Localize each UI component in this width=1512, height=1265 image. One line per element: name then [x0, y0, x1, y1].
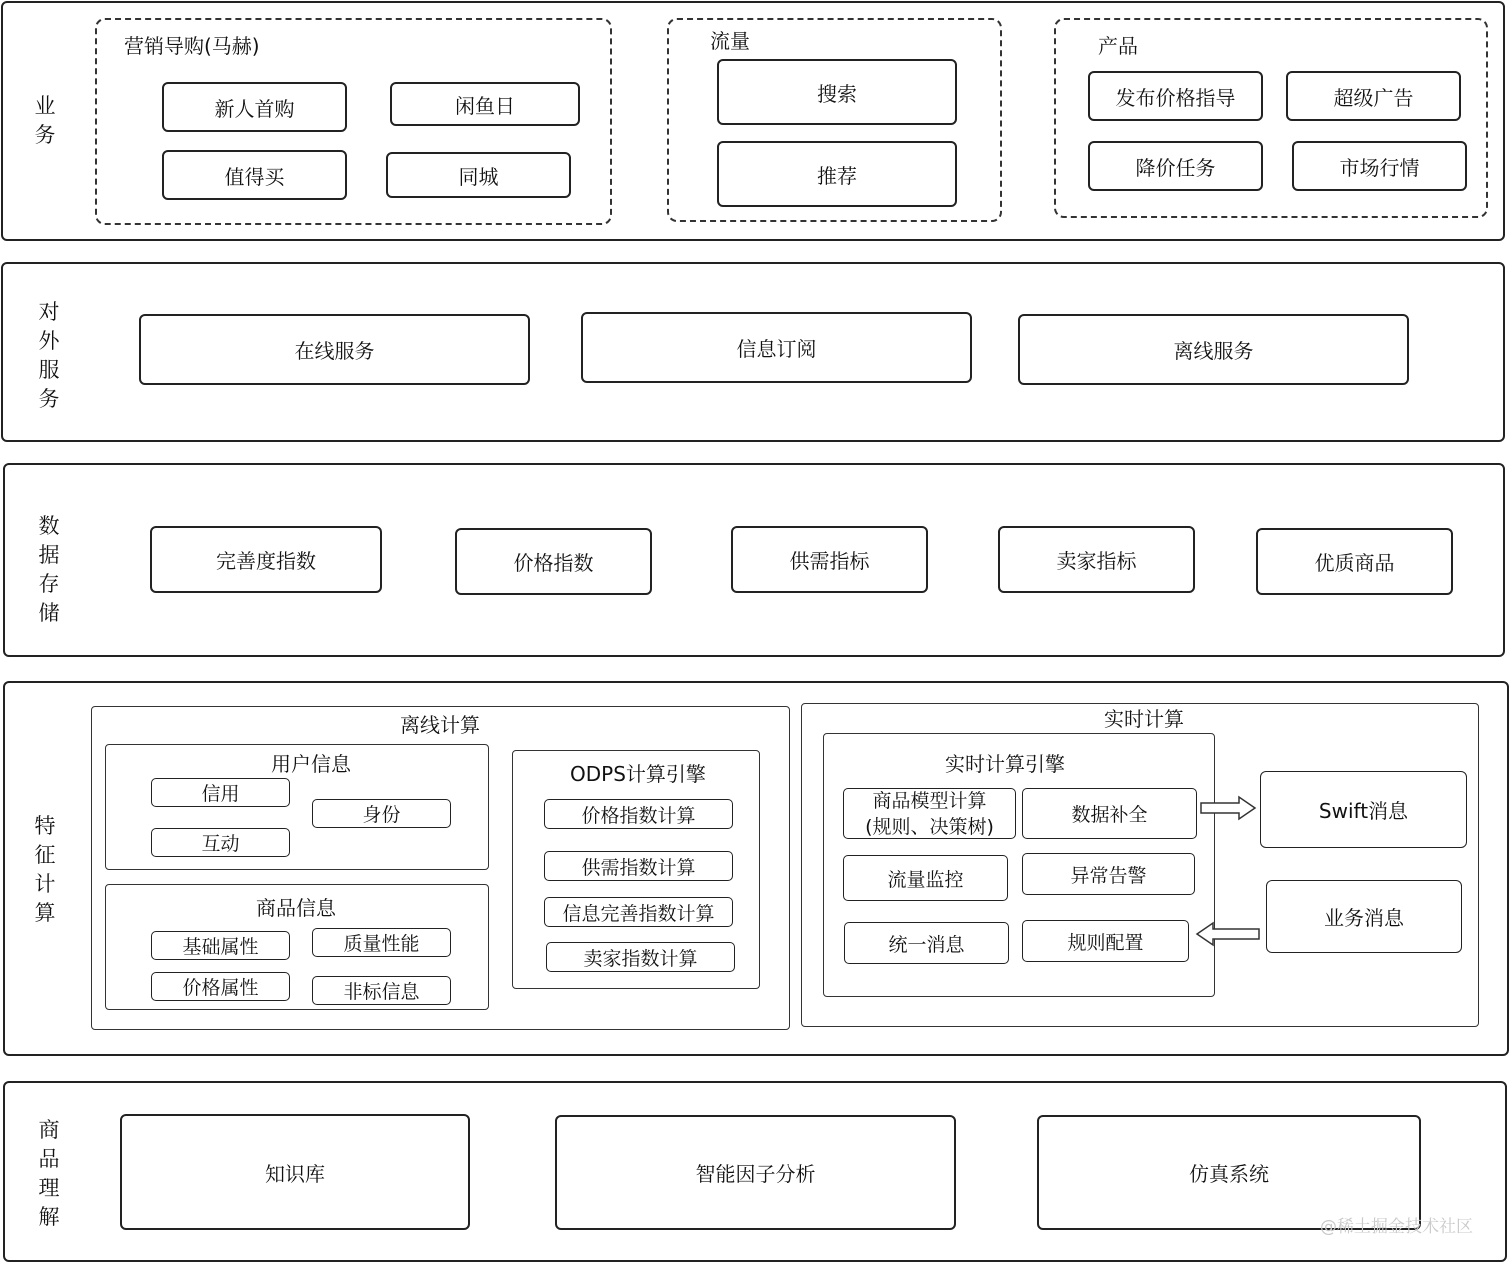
layer-business-label: 业 务	[34, 94, 56, 147]
realtime-traffic-monitor: 流量监控	[843, 855, 1008, 901]
realtime-engine-title: 实时计算引擎	[945, 752, 1065, 776]
goods-info-title: 商品信息	[256, 896, 336, 920]
goods-info-quality-perf: 质量性能	[312, 928, 451, 957]
user-info-identity: 身份	[312, 799, 451, 828]
external-item-info-subscribe: 信息订阅	[581, 312, 972, 383]
layer-data-storage-label: 数 据 存 储	[38, 514, 60, 625]
layer-feature-compute-label: 特 征 计 算	[34, 814, 56, 925]
product-item-super-ads: 超级广告	[1286, 71, 1461, 121]
product-item-price-drop-task: 降价任务	[1088, 141, 1263, 191]
understanding-simulation-system: 仿真系统	[1037, 1115, 1421, 1230]
arrow-left-icon	[1195, 921, 1261, 947]
marketing-item-new-user: 新人首购	[162, 82, 347, 132]
product-group-title: 产品	[1098, 34, 1138, 58]
goods-model-calc-line2: (规则、决策树)	[865, 815, 994, 838]
goods-info-nonstandard: 非标信息	[312, 976, 451, 1005]
offline-compute-title: 离线计算	[400, 713, 480, 737]
odps-price-index-calc: 价格指数计算	[544, 799, 733, 829]
goods-info-basic-attr: 基础属性	[151, 931, 290, 960]
marketing-group-title: 营销导购(马赫)	[124, 34, 260, 58]
traffic-item-search: 搜索	[717, 59, 957, 125]
marketing-item-worth-buying: 值得买	[162, 150, 347, 200]
product-item-price-guide: 发布价格指导	[1088, 71, 1263, 121]
odps-seller-index-calc: 卖家指数计算	[546, 942, 735, 972]
realtime-unified-message: 统一消息	[844, 922, 1009, 964]
realtime-rule-config: 规则配置	[1022, 920, 1189, 962]
external-item-online-service: 在线服务	[139, 314, 530, 385]
marketing-item-xianyu-day: 闲鱼日	[390, 82, 580, 126]
storage-item-seller-metrics: 卖家指标	[998, 526, 1195, 593]
swift-message: Swift消息	[1260, 771, 1467, 848]
watermark: @稀土掘金技术社区	[1320, 1217, 1473, 1237]
layer-goods-understanding-label: 商 品 理 解	[38, 1118, 60, 1229]
business-message: 业务消息	[1266, 880, 1462, 953]
product-item-market-trend: 市场行情	[1292, 141, 1467, 191]
understanding-factor-analysis: 智能因子分析	[555, 1115, 956, 1230]
traffic-group-title: 流量	[710, 29, 750, 53]
realtime-goods-model-calc	[843, 788, 1016, 839]
realtime-anomaly-alert: 异常告警	[1022, 853, 1195, 895]
odps-engine-title: ODPS计算引擎	[570, 762, 706, 786]
storage-item-quality-goods: 优质商品	[1256, 528, 1453, 595]
odps-supply-demand-calc: 供需指数计算	[544, 851, 733, 881]
external-item-offline-service: 离线服务	[1018, 314, 1409, 385]
storage-item-supply-demand: 供需指标	[731, 526, 928, 593]
arrow-right-icon	[1199, 795, 1257, 821]
traffic-item-recommend: 推荐	[717, 141, 957, 207]
user-info-title: 用户信息	[271, 752, 351, 776]
user-info-interaction: 互动	[151, 828, 290, 857]
storage-item-completeness-index: 完善度指数	[150, 526, 382, 593]
realtime-compute-title: 实时计算	[1104, 707, 1184, 731]
marketing-item-same-city: 同城	[386, 152, 571, 198]
goods-model-calc-line1: 商品模型计算	[872, 789, 987, 812]
odps-completeness-calc: 信息完善指数计算	[544, 897, 733, 927]
understanding-knowledge-base: 知识库	[120, 1114, 470, 1230]
goods-info-price-attr: 价格属性	[151, 972, 290, 1001]
layer-external-service-label: 对 外 服 务	[38, 300, 60, 411]
user-info-credit: 信用	[151, 778, 290, 807]
storage-item-price-index: 价格指数	[455, 528, 652, 595]
realtime-data-completion: 数据补全	[1022, 788, 1197, 839]
